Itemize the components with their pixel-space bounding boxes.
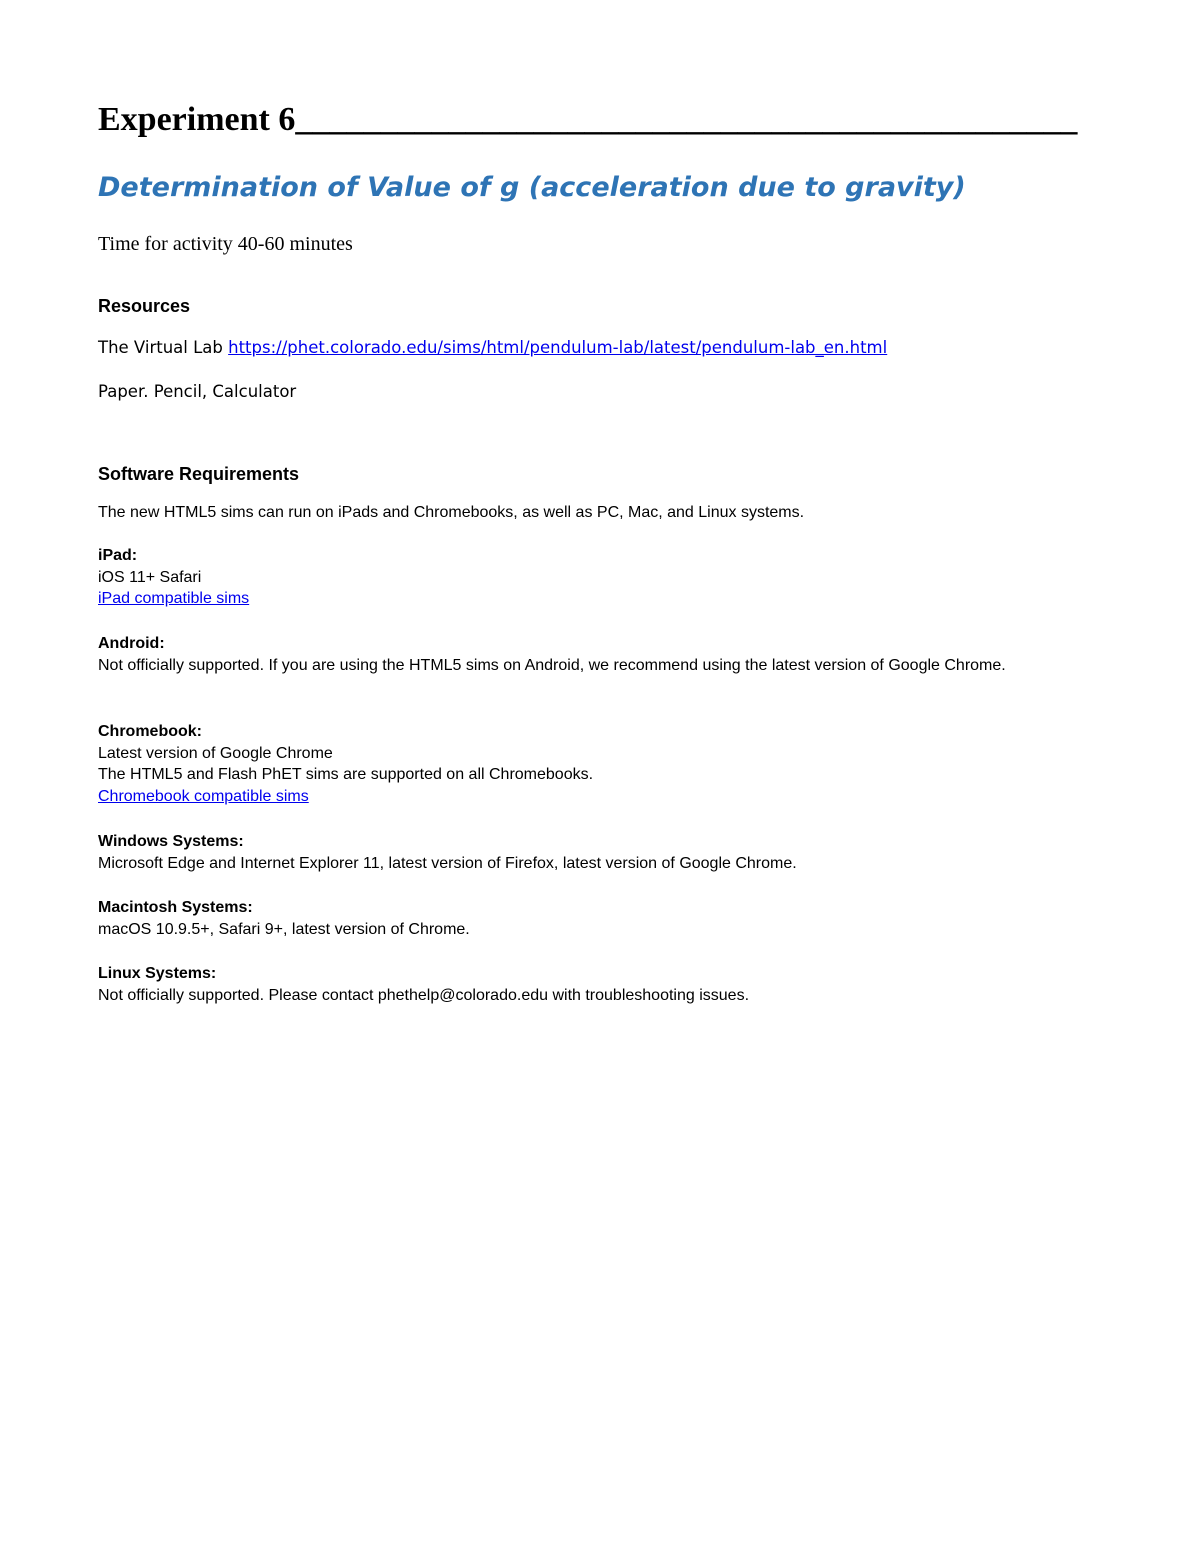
android-label: Android: [98,635,165,652]
software-intro: The new HTML5 sims can run on iPads and Chromebooks, as well as PC, Mac, and Linux systems. [98,504,805,521]
linux-label: Linux Systems: [98,965,217,982]
ipad-label: iPad: [98,547,138,564]
supplies-line: Paper. Pencil, Calculator [98,382,297,401]
virtual-lab-link[interactable]: https://phet.colorado.edu/sims/html/pendulum-lab/latest/pendulum-lab_en.html [228,338,888,357]
chromebook-label: Chromebook: [98,723,202,740]
macintosh-section [98,897,1058,940]
heading-underline: ______________________________________________ [295,101,1078,138]
ipad-compatible-sims-link[interactable]: iPad compatible sims [98,590,250,607]
android-requirement: Not officially supported. If you are using the HTML5 sims on Android, we recommend using the latest version of Google Chrome. [98,656,1006,674]
windows-label: Windows Systems: [98,833,244,850]
macintosh-requirement: macOS 10.9.5+, Safari 9+, latest version of Chrome. [98,920,470,938]
ipad-section [98,545,1058,610]
ipad-requirement: iOS 11+ Safari [98,568,202,586]
macintosh-label: Macintosh Systems: [98,899,253,916]
chromebook-support-note: The HTML5 and Flash PhET sims are supported on all Chromebooks. [98,766,594,783]
experiment-heading [98,98,1088,142]
virtual-lab-label: The Virtual Lab [98,338,229,357]
activity-time: Time for activity 40-60 minutes [98,233,353,255]
chromebook-compatible-sims-link[interactable]: Chromebook compatible sims [98,787,309,805]
experiment-subtitle: Determination of Value of g (acceleration due to gravity) [98,172,966,203]
android-section [98,633,1058,676]
windows-section [98,831,1058,874]
chromebook-section [98,721,1058,807]
windows-requirement: Microsoft Edge and Internet Explorer 11, latest version of Firefox, latest version of Google Chrome. [98,854,797,872]
experiment-title: Experiment 6 [98,101,296,138]
linux-requirement: Not officially supported. Please contact phethelp@colorado.edu with troubleshooting issues. [98,986,750,1004]
chromebook-requirement: Latest version of Google Chrome [98,744,333,762]
software-requirements-heading: Software Requirements [98,464,300,484]
resources-heading: Resources [98,296,191,316]
virtual-lab-line [98,336,887,360]
linux-section [98,963,1058,1006]
